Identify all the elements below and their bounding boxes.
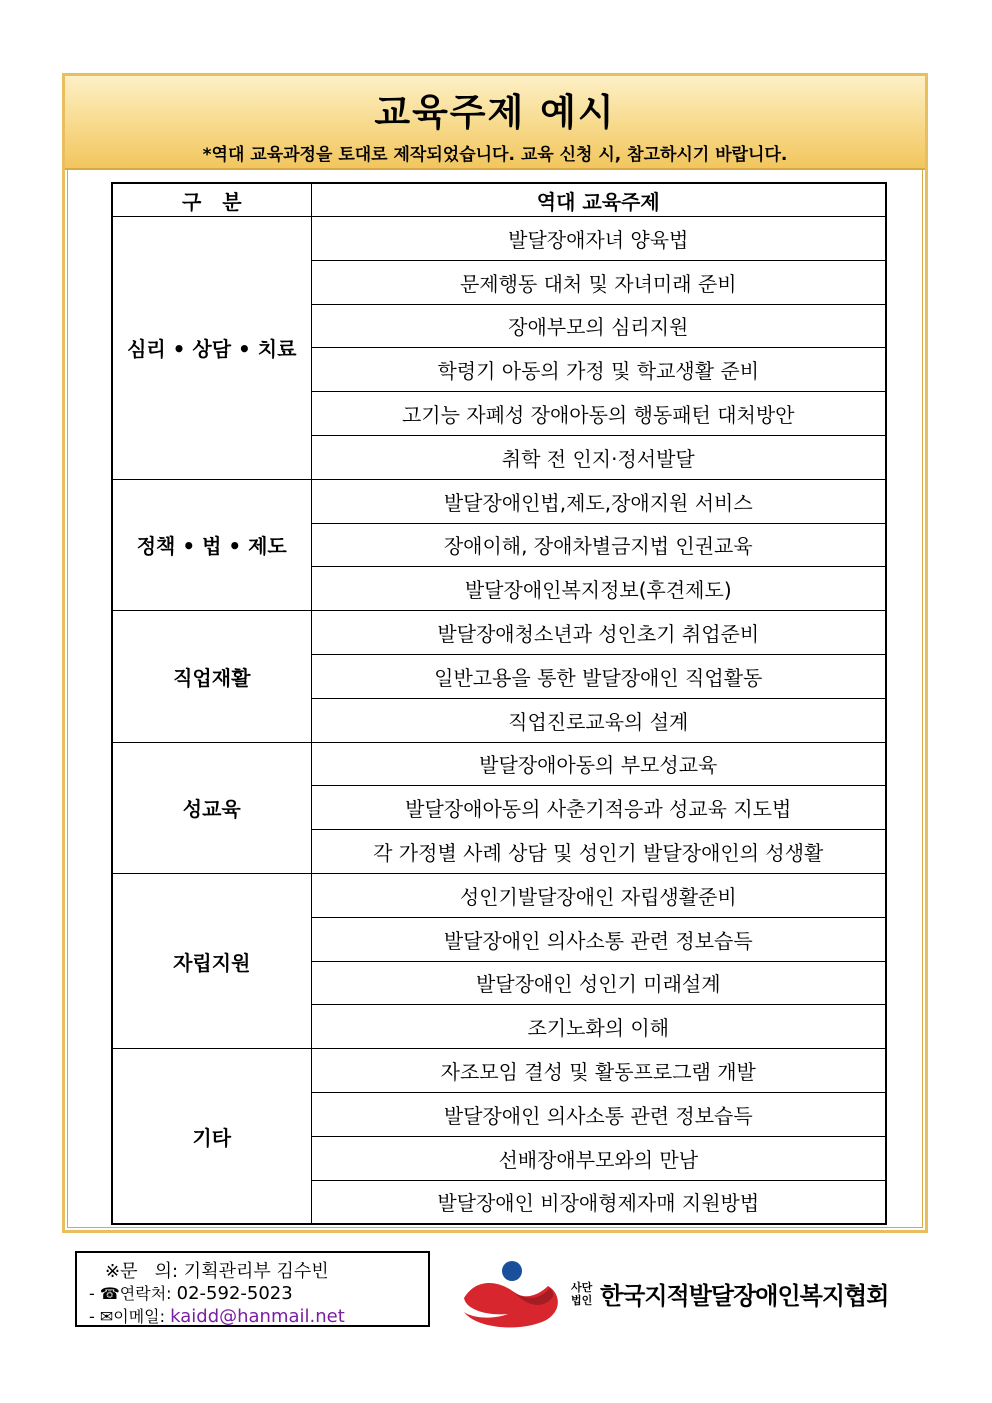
org-name: 한국지적발달장애인복지협회 <box>600 1282 889 1310</box>
topic-cell: 자조모임 결성 및 활동프로그램 개발 <box>311 1049 886 1093</box>
phone-label: - ☎연락처: <box>89 1284 177 1303</box>
topic-cell: 발달장애아동의 부모성교육 <box>311 742 886 786</box>
table-header-row <box>112 183 886 217</box>
topics-table <box>111 182 887 1225</box>
col-header-topics: 역대 교육주제 <box>311 183 886 217</box>
topic-cell: 장애이해, 장애차별금지법 인권교육 <box>311 523 886 567</box>
contact-box <box>75 1251 430 1327</box>
logo-blue-dot <box>502 1261 522 1281</box>
category-cell: 성교육 <box>112 742 311 873</box>
topic-cell: 발달장애아동의 사춘기적응과 성교육 지도법 <box>311 786 886 830</box>
col-header-category: 구 분 <box>112 183 311 217</box>
page-subtitle: *역대 교육과정을 토대로 제작되었습니다. 교육 신청 시, 참고하시기 바랍니다. <box>202 145 788 165</box>
table-row <box>112 742 886 786</box>
email-link[interactable]: kaidd@hanmail.net <box>170 1306 345 1327</box>
topic-cell: 발달장애청소년과 성인초기 취업준비 <box>311 611 886 655</box>
topic-cell: 성인기발달장애인 자립생활준비 <box>311 873 886 917</box>
page-title: 교육주제 예시 <box>374 91 616 134</box>
topic-cell: 발달장애인법,제도,장애지원 서비스 <box>311 479 886 523</box>
topic-cell: 직업진로교육의 설계 <box>311 698 886 742</box>
topic-cell: 발달장애인복지정보(후견제도) <box>311 567 886 611</box>
topic-cell: 발달장애인 의사소통 관련 정보습득 <box>311 917 886 961</box>
topic-cell: 장애부모의 심리지원 <box>311 304 886 348</box>
email-label: - ✉이메일: <box>89 1307 171 1326</box>
table-row <box>112 873 886 917</box>
topic-cell: 발달장애인 성인기 미래설계 <box>311 961 886 1005</box>
topic-cell: 각 가정별 사례 상담 및 성인기 발달장애인의 성생활 <box>311 830 886 874</box>
table-row <box>112 217 886 261</box>
table-row <box>112 1049 886 1093</box>
topic-cell: 발달장애자녀 양육법 <box>311 217 886 261</box>
contact-email-line <box>89 1304 345 1327</box>
category-cell: 기타 <box>112 1049 311 1225</box>
org-prefix-line2: 법인 <box>571 1294 593 1307</box>
table-row <box>112 611 886 655</box>
category-cell: 정책 • 법 • 제도 <box>112 479 311 610</box>
logo-red-swoosh <box>464 1283 558 1327</box>
topic-cell: 조기노화의 이해 <box>311 1005 886 1049</box>
topic-cell: 발달장애인 의사소통 관련 정보습득 <box>311 1092 886 1136</box>
org-prefix-line1: 사단 <box>571 1281 593 1294</box>
topic-cell: 고기능 자폐성 장애아동의 행동패턴 대처방안 <box>311 392 886 436</box>
contact-inquiry: ※문 의: 기획관리부 김수빈 <box>105 1261 329 1282</box>
phone-number: 02-592-5023 <box>176 1283 293 1304</box>
topics-frame <box>62 73 928 1233</box>
topic-cell: 일반고용을 통한 발달장애인 직업활동 <box>311 654 886 698</box>
category-cell: 자립지원 <box>112 873 311 1048</box>
topic-cell: 취학 전 인지·정서발달 <box>311 435 886 479</box>
category-cell: 직업재활 <box>112 611 311 742</box>
org-logo-swoosh-icon <box>458 1258 568 1330</box>
contact-phone-line <box>89 1281 293 1304</box>
topic-cell: 선배장애부모와의 만남 <box>311 1136 886 1180</box>
header-banner <box>65 76 925 170</box>
category-cell: 심리 • 상담 • 치료 <box>112 217 311 480</box>
table-body <box>112 217 886 1225</box>
org-prefix <box>571 1281 592 1307</box>
topic-cell: 문제행동 대처 및 자녀미래 준비 <box>311 260 886 304</box>
topic-cell: 학령기 아동의 가정 및 학교생활 준비 <box>311 348 886 392</box>
topic-cell: 발달장애인 비장애형제자매 지원방법 <box>311 1180 886 1224</box>
table-row <box>112 479 886 523</box>
